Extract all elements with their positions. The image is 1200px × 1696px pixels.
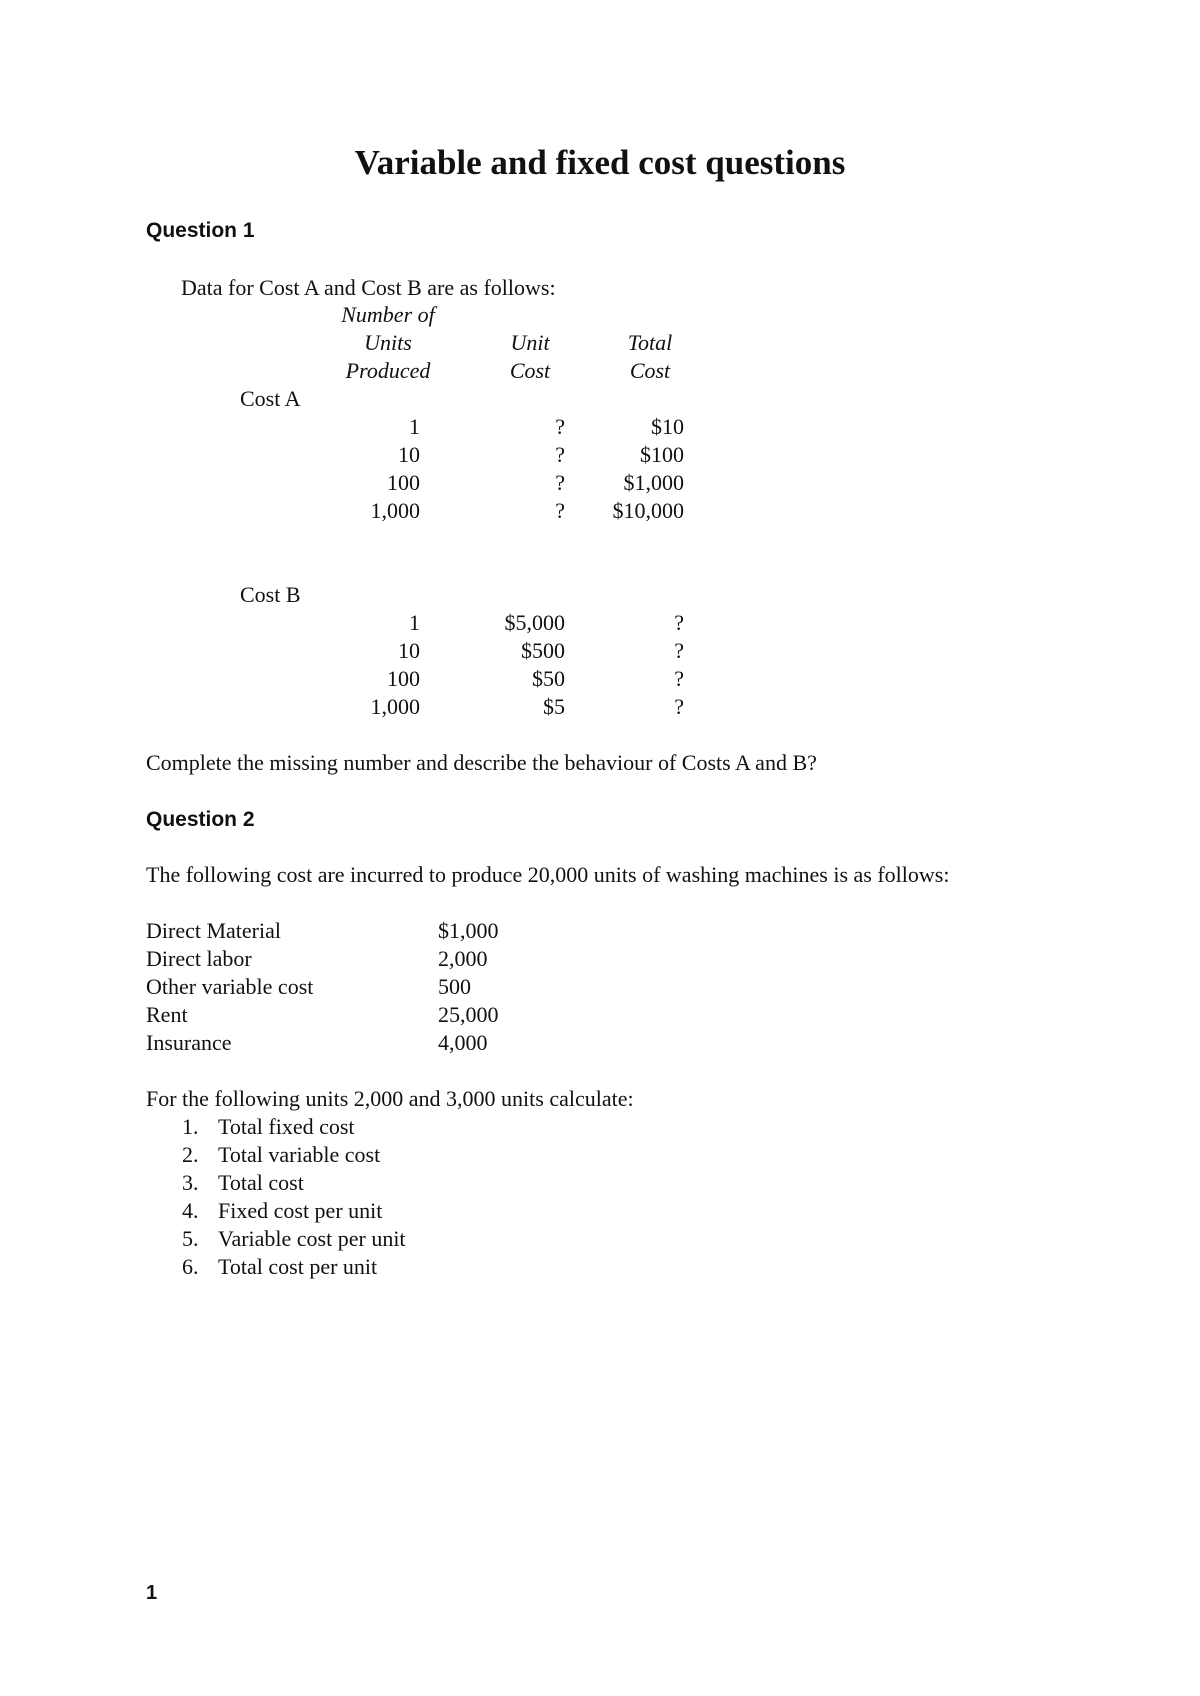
table-cell-total-cost: ? bbox=[674, 694, 684, 719]
table-cell-total-cost: $10 bbox=[651, 414, 684, 439]
table-cell-unit-cost: ? bbox=[555, 498, 565, 523]
question-1-intro: Data for Cost A and Cost B are as follows: bbox=[181, 275, 556, 300]
col-header-total-cost-line1: Total bbox=[627, 330, 673, 355]
cost-item-label: Direct labor bbox=[146, 946, 252, 971]
cost-item-value: 4,000 bbox=[438, 1030, 488, 1055]
col-header-unit-cost-line2: Cost bbox=[509, 358, 551, 383]
col-header-units-line3: Produced bbox=[345, 358, 431, 383]
table-cell-units: 1,000 bbox=[370, 498, 420, 523]
table-cell-unit-cost: ? bbox=[555, 442, 565, 467]
list-item: Total fixed cost bbox=[218, 1114, 355, 1139]
list-item-number: 6. bbox=[182, 1254, 199, 1279]
cost-item-label: Other variable cost bbox=[146, 974, 314, 999]
page-number: 1 bbox=[146, 1582, 158, 1604]
table-cell-total-cost: ? bbox=[674, 610, 684, 635]
col-header-total-cost-line2: Cost bbox=[629, 358, 671, 383]
table-cell-units: 10 bbox=[398, 442, 420, 467]
list-item-number: 4. bbox=[182, 1198, 199, 1223]
page-title: Variable and fixed cost questions bbox=[354, 143, 846, 182]
table-cell-unit-cost: $5,000 bbox=[504, 610, 565, 635]
list-item: Total cost per unit bbox=[218, 1254, 378, 1279]
table-cell-total-cost: ? bbox=[674, 638, 684, 663]
question-2-intro: The following cost are incurred to produce 20,000 units of washing machines is as follows: bbox=[146, 862, 950, 887]
list-item-number: 2. bbox=[182, 1142, 199, 1167]
col-header-units-line2: Units bbox=[364, 330, 412, 355]
cost-item-label: Rent bbox=[146, 1002, 188, 1027]
cost-item-value: 500 bbox=[438, 974, 471, 999]
table-cell-units: 1 bbox=[409, 414, 420, 439]
list-item-number: 1. bbox=[182, 1114, 199, 1139]
cost-item-label: Direct Material bbox=[146, 918, 281, 943]
col-header-unit-cost-line1: Unit bbox=[510, 330, 550, 355]
question-2-heading: Question 2 bbox=[146, 808, 255, 831]
cost-item-value: 25,000 bbox=[438, 1002, 499, 1027]
list-item-number: 3. bbox=[182, 1170, 199, 1195]
table-cell-unit-cost: $50 bbox=[532, 666, 565, 691]
table-cell-total-cost: $1,000 bbox=[623, 470, 684, 495]
table-cell-units: 100 bbox=[387, 666, 420, 691]
table-cell-total-cost: $100 bbox=[640, 442, 684, 467]
list-item: Fixed cost per unit bbox=[218, 1198, 383, 1223]
table-cell-units: 100 bbox=[387, 470, 420, 495]
table-cell-unit-cost: ? bbox=[555, 414, 565, 439]
list-item: Total variable cost bbox=[218, 1142, 381, 1167]
list-item: Variable cost per unit bbox=[218, 1226, 406, 1251]
question-1-prompt: Complete the missing number and describe the behaviour of Costs A and B? bbox=[146, 750, 817, 775]
cost-item-label: Insurance bbox=[146, 1030, 232, 1055]
list-item-number: 5. bbox=[182, 1226, 199, 1251]
table-cell-unit-cost: $500 bbox=[521, 638, 565, 663]
table-cell-total-cost: ? bbox=[674, 666, 684, 691]
col-header-units-line1: Number of bbox=[341, 302, 435, 327]
question-1-heading: Question 1 bbox=[146, 219, 255, 242]
table-cell-units: 10 bbox=[398, 638, 420, 663]
question-2-calc-intro: For the following units 2,000 and 3,000 units calculate: bbox=[146, 1086, 634, 1111]
cost-item-value: $1,000 bbox=[438, 918, 499, 943]
table-cell-unit-cost: $5 bbox=[543, 694, 565, 719]
cost-b-label: Cost B bbox=[240, 582, 301, 607]
cost-a-label: Cost A bbox=[240, 386, 301, 411]
table-cell-units: 1 bbox=[409, 610, 420, 635]
table-cell-total-cost: $10,000 bbox=[612, 498, 684, 523]
table-cell-units: 1,000 bbox=[370, 694, 420, 719]
table-cell-unit-cost: ? bbox=[555, 470, 565, 495]
cost-item-value: 2,000 bbox=[438, 946, 488, 971]
list-item: Total cost bbox=[218, 1170, 304, 1195]
